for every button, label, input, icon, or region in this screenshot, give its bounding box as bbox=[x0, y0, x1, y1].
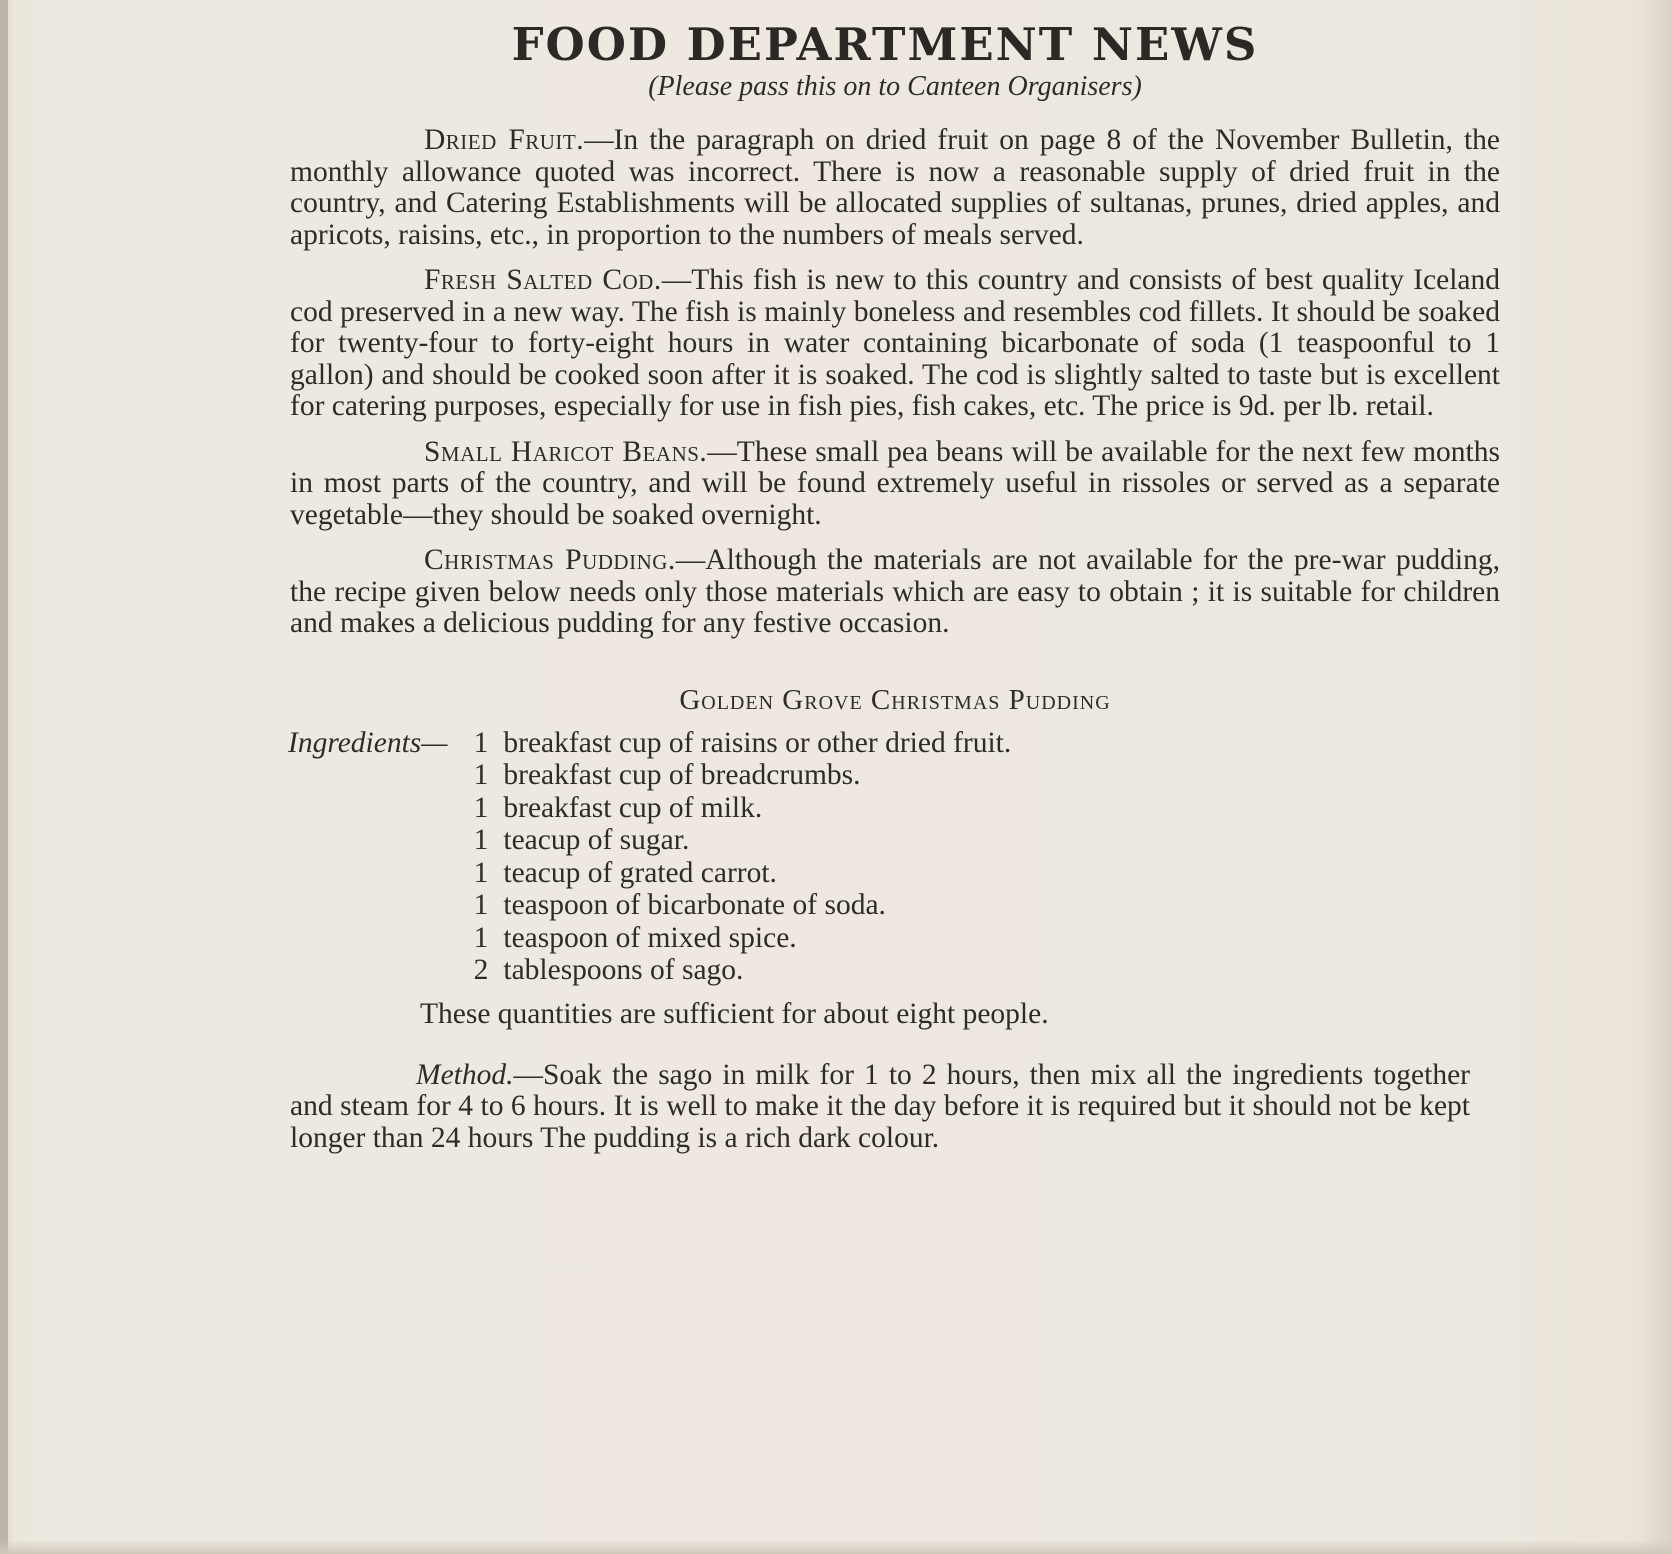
method-text: —Soak the sago in milk for 1 to 2 hours, then mix all the ingredients together and steam for 4 to 6 hours. It is well to make it the day before it is required but it should not be kept longer than 24 hours The pudding is a rich dark colour. bbox=[290, 1058, 1470, 1154]
section-body: —In the paragraph on dried fruit on page 8 of the November Bulletin, the monthly allowance quoted was incorrect. There is now a reasonable supply of dried fruit in the country, and Catering Establishments will be allocated supplies of sultanas, prunes, dried apples, and apricots, raisins, etc., in proportion to the numbers of meals served. bbox=[290, 124, 1500, 251]
quantities-note: These quantities are sufficient for about eight people. bbox=[420, 997, 1049, 1030]
ingredient-item bbox=[466, 954, 1500, 987]
article bbox=[290, 18, 1500, 1184]
ingredient-text: teacup of sugar. bbox=[503, 824, 690, 856]
page-subtitle bbox=[290, 71, 1500, 103]
section-body: —These small pea beans will be available for the next few months in most parts of the country, and will be found extremely useful in rissoles or served as a separate vegetable—they should be soaked overnight. bbox=[290, 435, 1500, 531]
ingredient-text: teacup of grated carrot. bbox=[503, 856, 777, 889]
ingredient-text: breakfast cup of breadcrumbs. bbox=[503, 759, 861, 791]
section-heading: Small Haricot Beans. bbox=[424, 435, 708, 468]
ingredients-list bbox=[466, 727, 1500, 987]
section-dried-fruit bbox=[290, 125, 1500, 251]
ingredients-label: Ingredients— bbox=[288, 726, 448, 759]
ingredient-quantity: 1 bbox=[473, 759, 489, 791]
page-title: FOOD DEPARTMENT NEWS bbox=[511, 18, 1259, 71]
ingredient-item bbox=[466, 824, 1500, 857]
section-christmas-pudding bbox=[290, 545, 1500, 640]
recipe-title: Golden Grove Christmas Pudding bbox=[679, 683, 1111, 716]
ingredient-quantity: 1 bbox=[473, 889, 489, 921]
ingredient-text: teaspoon of mixed spice. bbox=[503, 921, 797, 954]
ingredient-quantity: 1 bbox=[473, 921, 489, 954]
section-heading: Dried Fruit. bbox=[424, 124, 585, 156]
ingredient-quantity: 1 bbox=[473, 791, 489, 824]
section-body: —Although the materials are not available for the pre-war pudding, the recipe given below needs only those materials which are easy to obtain ; it is suitable for children and makes a delicious pudding for any festive occasion. bbox=[290, 544, 1501, 639]
ingredient-item bbox=[466, 759, 1500, 792]
ingredient-item bbox=[466, 857, 1500, 890]
ingredient-item bbox=[466, 889, 1500, 922]
ingredients-block bbox=[290, 727, 1500, 987]
ingredient-text: breakfast cup of raisins or other dried fruit. bbox=[503, 726, 1012, 759]
ingredient-text: tablespoons of sago. bbox=[503, 954, 744, 986]
section-body: —This fish is new to this country and consists of best quality Iceland cod preserved in a new way. The fish is mainly boneless and resembles cod fillets. It should be soaked for twenty-four to forty-eight hours in water containing bicarbonate of soda (1 teaspoonful to 1 gallon) and should be cooked soon after it is soaked. The cod is slightly salted to taste but is excellent for catering purposes, especially for use in fish pies, fish cakes, etc. The price is 9d. per lb. retail. bbox=[290, 264, 1500, 422]
page-bottom-edge bbox=[0, 1540, 1672, 1554]
method-label: Method. bbox=[416, 1058, 514, 1091]
section-heading: Christmas Pudding. bbox=[424, 544, 676, 576]
page-binding-edge bbox=[0, 0, 8, 1554]
section-fresh-salted-cod bbox=[290, 265, 1500, 423]
ingredient-text: breakfast cup of milk. bbox=[503, 791, 763, 824]
ingredient-quantity: 1 bbox=[473, 856, 489, 889]
ingredient-item bbox=[466, 727, 1500, 760]
ingredient-text: teaspoon of bicarbonate of soda. bbox=[503, 889, 886, 921]
ingredient-item bbox=[466, 922, 1500, 955]
method-paragraph bbox=[290, 1060, 1470, 1155]
ingredient-quantity: 1 bbox=[473, 824, 489, 856]
section-heading: Fresh Salted Cod. bbox=[424, 264, 662, 296]
ingredient-quantity: 2 bbox=[473, 954, 489, 986]
ingredient-quantity: 1 bbox=[473, 726, 489, 759]
section-small-haricot-beans bbox=[290, 437, 1500, 532]
ingredient-item bbox=[466, 792, 1500, 825]
subtitle-text: (Please pass this on to Canteen Organisers) bbox=[648, 71, 1142, 102]
